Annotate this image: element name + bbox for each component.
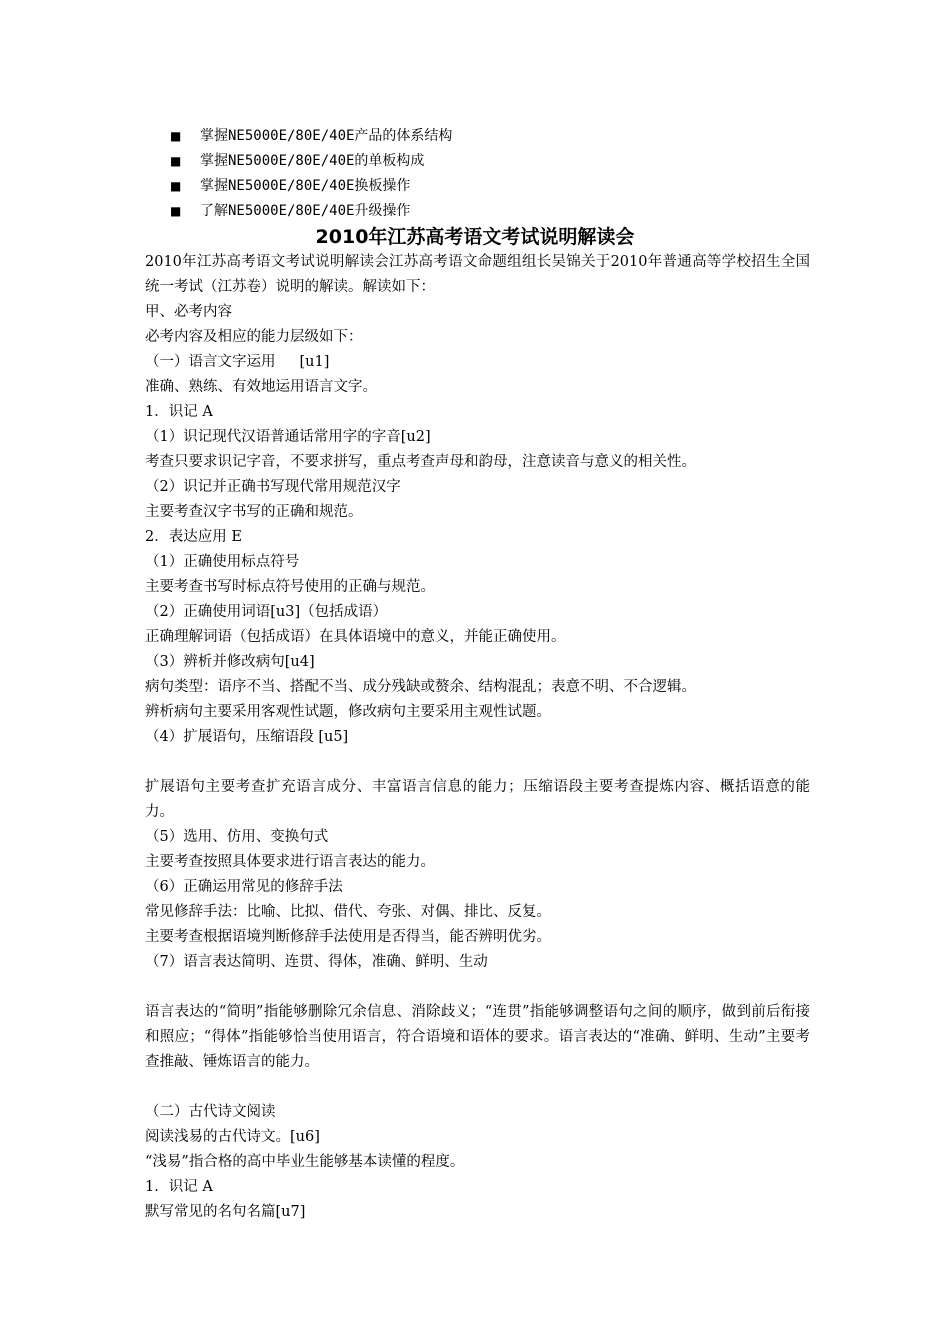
item-line: （5）选用、仿用、变换句式	[145, 829, 329, 845]
bullet-item	[170, 124, 810, 149]
body-line: 默写常见的名句名篇[u7]	[145, 1204, 306, 1220]
body-line: 常见修辞手法：比喻、比拟、借代、夸张、对偶、排比、反复。	[145, 904, 551, 920]
item-heading: 1．识记 A	[145, 1179, 213, 1195]
subsection-text: （一）语言文字运用	[145, 354, 276, 370]
item-line: （7）语言表达简明、连贯、得体，准确、鲜明、生动	[145, 954, 488, 970]
subsection-heading: （二）古代诗文阅读	[145, 1104, 276, 1120]
body-line: 正确理解词语（包括成语）在具体语境中的意义，并能正确使用。	[145, 629, 566, 645]
body-line: 主要考查按照具体要求进行语言表达的能力。	[145, 854, 435, 870]
item-line: （6）正确运用常见的修辞手法	[145, 879, 343, 895]
square-bullet-icon: ■	[170, 204, 182, 218]
body-line: 病句类型：语序不当、搭配不当、成分残缺或赘余、结构混乱；表意不明、不合逻辑。	[145, 679, 696, 695]
square-bullet-icon: ■	[170, 154, 182, 168]
body-paragraph: 语言表达的“简明”指能够删除冗余信息、消除歧义；“连贯”指能够调整语句之间的顺序，做到前后衔接和照应；“得体”指能够恰当使用语言，符合语境和语体的要求。语言表达的“准确、鲜明、生动”主要考查推敲、锤炼语言的能力。	[145, 1004, 810, 1070]
item-line: （2）识记并正确书写现代常用规范汉字	[145, 479, 401, 495]
body-line: 考查只要求识记字音，不要求拼写，重点考查声母和韵母，注意读音与意义的相关性。	[145, 454, 696, 470]
blank-line	[145, 1075, 810, 1100]
body-line: 主要考查书写时标点符号使用的正确与规范。	[145, 579, 435, 595]
bullet-text: 掌握NE5000E/80E/40E换板操作	[200, 178, 411, 194]
bullet-text: 掌握NE5000E/80E/40E产品的体系结构	[200, 128, 453, 144]
body-line: 辨析病句主要采用客观性试题，修改病句主要采用主观性试题。	[145, 704, 551, 720]
bullet-item	[170, 199, 810, 224]
body-line: 主要考查根据语境判断修辞手法使用是否得当，能否辨明优劣。	[145, 929, 551, 945]
body-line: 主要考查汉字书写的正确和规范。	[145, 504, 363, 520]
square-bullet-icon: ■	[170, 129, 182, 143]
bullet-text: 了解NE5000E/80E/40E升级操作	[200, 203, 411, 219]
body-paragraph: 扩展语句主要考查扩充语言成分、丰富语言信息的能力；压缩语段主要考查提炼内容、概括语意的能力。	[145, 779, 810, 820]
item-line: （2）正确使用词语[u3]（包括成语）	[145, 604, 388, 620]
document-title: 2010年江苏高考语文考试说明解读会	[315, 226, 635, 248]
bullet-text: 掌握NE5000E/80E/40E的单板构成	[200, 153, 425, 169]
comment-tag: [u1]	[299, 354, 330, 370]
blank-line	[145, 750, 810, 775]
subsection-heading	[145, 350, 810, 375]
bullet-item	[170, 174, 810, 199]
document-body	[145, 250, 810, 1225]
bullet-item	[170, 149, 810, 174]
body-line: “浅易”指合格的高中毕业生能够基本读懂的程度。	[145, 1154, 465, 1170]
item-heading: 1．识记 A	[145, 404, 213, 420]
blank-line	[145, 975, 810, 1000]
item-line: （1）正确使用标点符号	[145, 554, 300, 570]
body-line: 必考内容及相应的能力层级如下：	[145, 329, 363, 345]
item-line: （1）识记现代汉语普通话常用字的字音[u2]	[145, 429, 431, 445]
body-line: 准确、熟练、有效地运用语言文字。	[145, 379, 377, 395]
objective-bullet-list	[170, 124, 810, 224]
body-line: 阅读浅易的古代诗文。[u6]	[145, 1129, 320, 1145]
intro-paragraph: 2010年江苏高考语文考试说明解读会江苏高考语文命题组组长吴锦关于2010年普通高等学校招生全国统一考试（江苏卷）说明的解读。解读如下：	[145, 254, 810, 295]
square-bullet-icon: ■	[170, 179, 182, 193]
item-heading: 2．表达应用 E	[145, 529, 242, 545]
item-line: （3）辨析并修改病句[u4]	[145, 654, 315, 670]
section-heading: 甲、必考内容	[145, 304, 232, 320]
item-line: （4）扩展语句，压缩语段 [u5]	[145, 729, 349, 745]
